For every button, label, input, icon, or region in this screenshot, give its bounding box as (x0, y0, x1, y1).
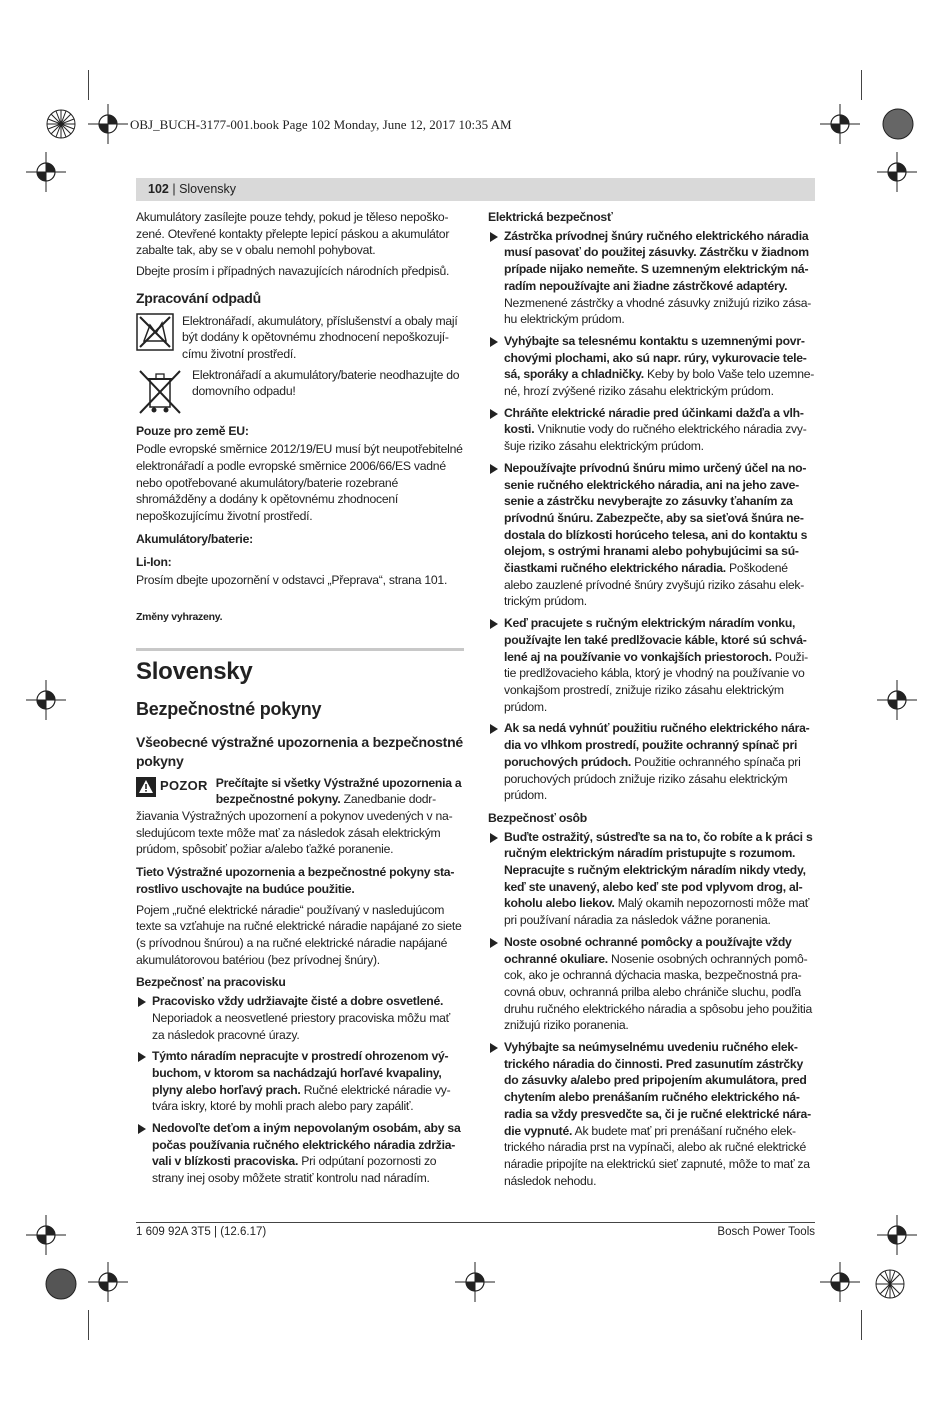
bullet-text: Použitie ochranného spínača pri poruchových prúdoch znižuje riziko zásahu elektrickým prúdom. (504, 754, 801, 803)
bullet-item (488, 829, 816, 929)
registration-mark-icon (878, 104, 918, 144)
electrical-heading: Elektrická bezpečnosť (488, 210, 613, 224)
bullet-bold-text: Pracovisko vždy udržiavajte čisté a dobre osvetlené. (152, 994, 444, 1009)
bullet-text: Neporiadok a neosvetlené priestory pracoviska môžu mať za následok pracovné úrazy. (152, 1010, 450, 1042)
bullet-item (136, 1048, 464, 1115)
bullet-bold-text: Ak sa nedá vyhnúť použitiu ručného elektrického náradia vo vlhkom prostredí, použite ochranný spínač pri poruchových prúdoch. (504, 721, 810, 769)
bullet-bold-text: Nedovoľte deťom a iným nepovolaným osobám, aby sa počas používania ručného elektrického náradia zdržiavali v blízkosti pracoviska. (152, 1121, 461, 1169)
left-column (136, 209, 464, 1192)
footer-rule (136, 1222, 815, 1223)
bullet-item (488, 228, 816, 328)
language-title: Slovensky (136, 657, 253, 685)
section-divider (136, 648, 464, 651)
registration-mark-icon (877, 1215, 917, 1255)
header-language: Slovensky (179, 182, 237, 196)
bullet-bold-text: Vyhýbajte sa telesnému kontaktu s uzemnenými povrchovými plochami, ako sú napr. rúry, vykurovacie telesá, sporáky a chladničky. (504, 333, 807, 382)
bullet-triangle-icon (138, 1124, 146, 1134)
intro-paragraph: Akumulátory zasílejte pouze tehdy, pokud je těleso nepoškozené. Otevřené kontakty přelepte lepicí páskou a akumulátor zabalte tak, aby se v obalu nemohl pohybovat. (136, 210, 450, 258)
bullet-triangle-icon (490, 938, 498, 948)
bullet-bold-text: Vyhýbajte sa neúmyselnému uvedeniu ručného elektrického náradia do činnosti. Pred zasunutím zástrčky do zásuvky a/alebo pred pripojením akumulátora, pred chytením alebo prenášaním ručného elektrického náradia sa vždy presvedčte sa, či je ručné elektrické náradie vypnuté. (504, 1040, 812, 1138)
bullet-text: Malý okamih nepozornosti môže mať pri používaní náradia za následok vážne poranenia. (504, 896, 810, 928)
pozor-bold: Prečítajte si všetky Výstražné upozornenia a bezpečnostné pokyny. (215, 775, 462, 807)
term-definition: Pojem „ručné elektrické náradie“ používaný v nasledujúcom texte sa vzťahuje na ručné elektrické náradie napájané zo siete (s prívodnou šnúrou) a na ručné elektrické náradie napájané akumulátorovou batériou (bez prívodnej šnúry). (136, 902, 462, 967)
keep-instructions: Tieto Výstražné upozornenia a bezpečnostné pokyny starostlivo uschovajte na budúce použitie. (136, 865, 455, 896)
liion-text: Prosím dbejte upozornění v odstavci „Přeprava“, strana 101. (136, 573, 448, 588)
bullet-bold-text: Keď pracujete s ručným elektrickým náradím vonku, používajte len také predlžovacie káble, ktoré sú schválené aj na používanie vo vonkajších priestoroch. (504, 616, 807, 664)
right-column (488, 209, 816, 1194)
bullet-item (488, 405, 816, 455)
safety-title: Bezpečnostné pokyny (136, 698, 322, 719)
bullet-text: Ručné elektrické náradie vytvára iskry, ktoré by mohli prach alebo pary zapáliť. (152, 1082, 451, 1114)
crop-line (861, 1310, 862, 1340)
registration-mark-icon (455, 1262, 495, 1302)
pozor-label: POZOR (160, 778, 208, 794)
intro-paragraph: Dbejte prosím i případných navazujících národních předpisů. (136, 264, 450, 279)
bullet-text: Pri odpútaní pozornosti zo strany inej osoby môžete stratiť kontrolu nad náradím. (152, 1154, 437, 1186)
bullet-item (488, 615, 816, 715)
disposal-warning: Elektronářadí a akumulátory/baterie neodhazujte do domovního odpadu! (192, 367, 460, 399)
registration-mark-icon (868, 1262, 912, 1306)
registration-mark-icon (88, 1262, 128, 1302)
bullet-bold-text: Týmto náradím nepracujte v prostredí ohrozenom výbuchom, v ktorom sa nachádzajú horľavé kvapaliny, plyny alebo horľavý prach. (152, 1049, 449, 1097)
bullet-triangle-icon (490, 619, 498, 629)
crossed-bin-icon (136, 367, 184, 417)
registration-mark-icon (820, 1262, 860, 1302)
bullet-item (136, 1120, 464, 1187)
bullet-triangle-icon (490, 1043, 498, 1053)
book-header: OBJ_BUCH-3177-001.book Page 102 Monday, June 12, 2017 10:35 AM (130, 117, 512, 132)
personal-list (488, 829, 816, 1190)
bullet-bold-text: Nepoužívajte prívodnú šnúru mimo určený účel na nosenie ručného elektrického náradia, ani na jeho zavesenie a zástrčku nevyberajte zo zásuvky ťahaním za prívodnú šnúru. Zabezpečte, aby sa sieťová šnúra nedostala do blízkosti horúceho telesa, ani do kontaktu s olejom, s ostrými hranami alebo pohybujúcimi sa súčiastkami ručného elektrického náradia. (504, 460, 808, 576)
bullet-item (136, 993, 464, 1043)
warning-triangle-icon (138, 779, 154, 794)
bullet-item (488, 460, 816, 610)
batteries-heading: Akumulátory/baterie: (136, 531, 253, 546)
bullet-bold-text: Zástrčka prívodnej šnúry ručného elektrického náradia musí pasovať do použitej zásuvky. Zástrčku v žiadnom prípade nijako nemeňte. S uzemneným elektrickým náradím nepoužívajte ani žiadne zástrčkové adaptéry. (504, 228, 809, 293)
bullet-bold-text: Chráňte elektrické náradie pred účinkami dažďa a vlhkosti. (504, 405, 804, 437)
bullet-bold-text: Noste osobné ochranné pomôcky a používajte vždy ochranné okuliare. (504, 934, 792, 966)
footer-doc-number: 1 609 92A 3T5 | (12.6.17) (136, 1226, 267, 1238)
bullet-triangle-icon (138, 1052, 146, 1062)
registration-mark-icon (26, 680, 66, 720)
changes-note: Změny vyhrazeny. (136, 610, 223, 623)
registration-mark-icon (39, 102, 83, 146)
footer-brand: Bosch Power Tools (717, 1226, 815, 1238)
bullet-item (488, 333, 816, 400)
bullet-text: Keby by bolo Vaše telo uzemnené, hrozí zvýšené riziko zásahu elektrickým prúdom. (504, 367, 815, 399)
bullet-triangle-icon (490, 232, 498, 242)
bullet-text: Použitie predlžovacieho kábla, ktorý je vhodný na používanie vo vonkajšom prostredí, znižuje riziko zásahu elektrickým prúdom. (504, 649, 809, 714)
crop-line (861, 70, 862, 100)
bullet-triangle-icon (490, 409, 498, 419)
bullet-text: Nosenie osobných ochranných pomôcok, ako je ochranná dýchacia maska, bezpečnostná pracovná obuv, ochranná prilba alebo chrániče sluchu, podľa druhu ručného elektrického náradia a spôsobu jeho použitia znižujú riziko poranenia. (504, 951, 813, 1033)
bullet-triangle-icon (490, 833, 498, 843)
pozor-text: Zanedbanie dodržiavania Výstražných upozornení a pokynov uvedených v nasledujúcom texte môže mať za následok zásah elektrickým prúdom, spôsobiť požiar a/alebo ťažké poranenie. (136, 792, 453, 857)
eu-text: Podle evropské směrnice 2012/19/EU musí být neupotřebitelné elektronářadí a podle evropské směrnice 2006/66/ES vadné nebo opotřebované akumulátory/baterie rozebrané shromážděny a dodány k opětovnému zhodnocení nepoškozujícímu životní prostředí. (136, 442, 463, 524)
bullet-item (488, 1039, 816, 1189)
pozor-badge (136, 777, 208, 797)
registration-mark-icon (26, 152, 66, 192)
electrical-list (488, 228, 816, 804)
recycle-disposal-icon (136, 313, 174, 351)
bullet-text: Poškodené alebo zauzlené prívodné šnúry zvyšujú riziko zásahu elektrickým prúdom. (504, 561, 805, 609)
crop-line (88, 70, 89, 100)
workplace-list (136, 993, 464, 1187)
page-header-bar: 102 | Slovensky (136, 178, 815, 201)
registration-mark-icon (820, 104, 860, 144)
registration-mark-icon (88, 104, 128, 144)
bullet-bold-text: Buďte ostražitý, sústreďte sa na to, čo robíte a k práci s ručným elektrickým náradím pristupujte s rozumom. Nepracujte s ručným elektrickým náradím nikdy vtedy, keď ste unavený, alebo keď ste pod vplyvom drog, alkoholu alebo liekov. (504, 829, 813, 911)
registration-mark-icon (26, 1215, 66, 1255)
bullet-triangle-icon (490, 724, 498, 734)
eu-heading: Pouze pro země EU: (136, 423, 249, 438)
personal-heading: Bezpečnosť osôb (488, 810, 587, 825)
bullet-text: Vniknutie vody do ručného elektrického náradia zvyšuje riziko zásahu elektrickým prúdom. (504, 422, 807, 454)
bullet-text: Ak budete mať pri prenášaní ručného elektrického náradia prst na vypínači, alebo ak ručné elektrické náradie pripojíte na elektrickú sieť zapnuté, môže to mať za následok nehodu. (504, 1123, 810, 1188)
bullet-triangle-icon (490, 464, 498, 474)
bullet-item (488, 934, 816, 1034)
registration-mark-icon (877, 152, 917, 192)
crop-line (88, 1310, 89, 1340)
disposal-heading: Zpracování odpadů (136, 289, 261, 306)
bullet-triangle-icon (490, 337, 498, 347)
general-warnings-title: Všeobecné výstražné upozornenia a bezpečnostné pokyny (136, 733, 463, 769)
workplace-heading: Bezpečnosť na pracovisku (136, 975, 286, 990)
bullet-text: Nezmenené zástrčky a vhodné zásuvky znižujú riziko zásahu elektrickým prúdom. (504, 295, 812, 327)
bullet-item (488, 720, 816, 804)
page-number: 102 (148, 182, 169, 196)
bullet-triangle-icon (138, 997, 146, 1007)
registration-mark-icon (39, 1262, 83, 1306)
disposal-text: Elektronářadí, akumulátory, příslušenství a obaly mají být dodány k opětovnému zhodnocení nepoškozujícímu životní prostředí. (182, 313, 458, 361)
registration-mark-icon (877, 680, 917, 720)
liion-heading: Li-Ion: (136, 554, 172, 569)
